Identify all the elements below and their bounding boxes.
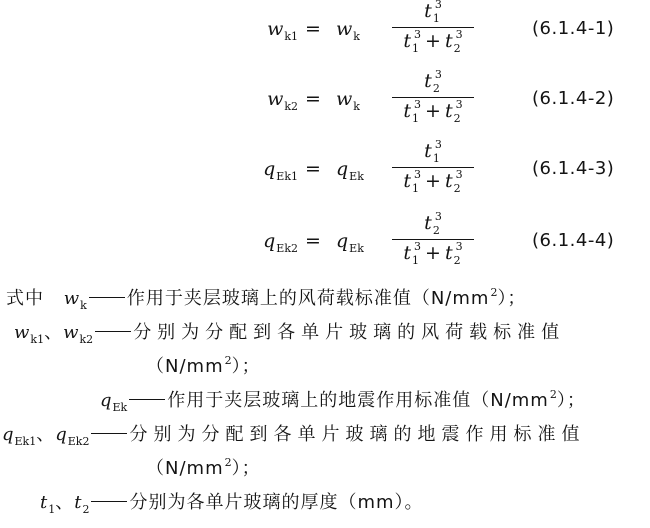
- definition-qek-continuation: $(N/mm^2)$；: [146, 456, 261, 479]
- definition-text: 分别为分配到各单片玻璃的地震作用标准值: [129, 424, 586, 445]
- equation-lhs: $q_{Ek1}$: [263, 158, 298, 183]
- em-dash: [89, 297, 125, 298]
- denominator: $t_1^3 + t_2^3$: [403, 98, 463, 125]
- equation-lhs: $w_{k1}$: [267, 18, 298, 43]
- definition-symbol: $t_2$: [74, 492, 90, 516]
- equation-coefficient: $w_k$: [336, 88, 360, 113]
- equation-lhs: $w_{k2}$: [267, 88, 298, 113]
- definition-symbol: $q_{Ek1}$: [2, 424, 37, 448]
- definition-qek1-qek2: $q_{Ek1}$、$q_{Ek2}$ 分别为分配到各单片玻璃的地震作用标准值: [2, 424, 586, 448]
- definition-symbol: $w_k$: [63, 288, 87, 312]
- definition-text: 作用于夹层玻璃上的风荷载标准值（N/mm: [126, 288, 490, 309]
- numerator: $t_2^3$: [424, 210, 442, 237]
- definition-wk1-wk2: $w_{k1}$、$w_{k2}$ 分别为分配到各单片玻璃的风荷载标准值: [14, 322, 566, 346]
- equation-6-1-4-3: [0, 140, 650, 200]
- fraction: [392, 140, 474, 196]
- equation-number: (6.1.4-3): [532, 158, 615, 179]
- definition-symbol: $w_{k2}$: [63, 322, 94, 346]
- fraction: [392, 212, 474, 268]
- numerator: $t_1^3$: [424, 0, 442, 25]
- definition-wk-continuation: $(N/mm^2)$；: [146, 354, 261, 377]
- equation-6-1-4-4: [0, 212, 650, 272]
- numerator: $t_2^3$: [424, 68, 442, 95]
- equation-number: (6.1.4-1): [532, 18, 615, 39]
- em-dash: [95, 331, 131, 332]
- definition-symbol: $q_{Ek2}$: [55, 424, 90, 448]
- definition-text: 分别为分配到各单片玻璃的风荷载标准值: [133, 322, 566, 343]
- equation-coefficient: $q_{Ek}$: [336, 158, 364, 183]
- definition-text: 作用于夹层玻璃上的地震作用标准值（N/mm: [167, 390, 549, 411]
- equation-coefficient: $w_k$: [336, 18, 360, 43]
- fraction: [392, 0, 474, 56]
- definition-intro: 式中: [6, 288, 44, 309]
- definition-text: 分别为各单片玻璃的厚度（mm）。: [129, 492, 424, 513]
- definition-symbol: $w_{k1}$: [14, 322, 45, 346]
- definition-qek: $q_{Ek}$ 作用于夹层玻璃上的地震作用标准值$(N/mm^2)$；: [100, 388, 586, 414]
- equals-sign: =: [305, 88, 321, 110]
- equals-sign: =: [305, 230, 321, 252]
- fraction: [392, 70, 474, 126]
- equals-sign: =: [305, 18, 321, 40]
- definition-symbol: $q_{Ek}$: [100, 390, 128, 414]
- denominator: $t_1^3 + t_2^3$: [403, 240, 463, 267]
- em-dash: [129, 399, 165, 400]
- denominator: $t_1^3 + t_2^3$: [403, 28, 463, 55]
- equation-number: (6.1.4-2): [532, 88, 615, 109]
- denominator: $t_1^3 + t_2^3$: [403, 168, 463, 195]
- equation-6-1-4-2: [0, 70, 650, 130]
- em-dash: [91, 433, 127, 434]
- equation-number: (6.1.4-4): [532, 230, 615, 251]
- definition-wk: 式中 $w_k$ 作用于夹层玻璃上的风荷载标准值$(N/mm^2)$；: [6, 286, 527, 312]
- equals-sign: =: [305, 158, 321, 180]
- numerator: $t_1^3$: [424, 138, 442, 165]
- equation-lhs: $q_{Ek2}$: [263, 230, 298, 255]
- em-dash: [91, 501, 127, 502]
- definition-symbol: $t_1$: [40, 492, 56, 516]
- definition-t1-t2: $t_1$、$t_2$ 分别为各单片玻璃的厚度（mm）。: [40, 492, 424, 516]
- equation-6-1-4-1: [0, 0, 650, 60]
- equation-coefficient: $q_{Ek}$: [336, 230, 364, 255]
